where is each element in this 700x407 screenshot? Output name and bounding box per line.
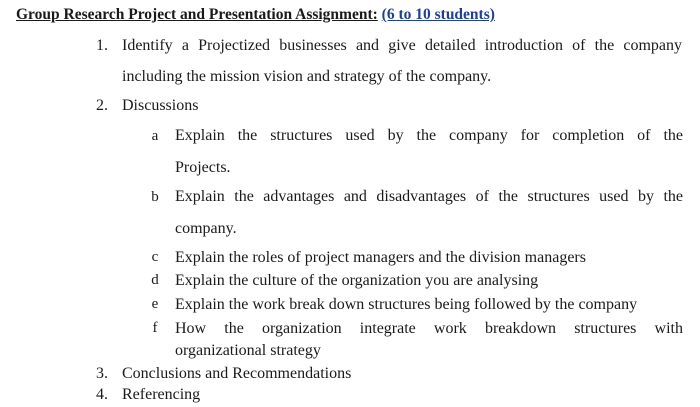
subitem-a [175,120,683,184]
item-1-line-1: Identify a Projectized businesses and give detailed introduction of the company [122,37,682,54]
subitem-letter-f: f [152,320,158,336]
subitem-f-line-1: How the organization integrate work breakdown structures with [175,320,683,337]
subitem-a-line-2: Projects. [175,159,231,176]
assignment-heading [16,6,495,24]
item-4-text: Referencing [122,386,201,403]
subitem-letter-a: a [151,128,159,144]
item-number-4: 4. [96,386,108,403]
assignment-title: Group Research Project and Presentation Assignment: [16,6,378,23]
item-1-line-2: including the mission vision and strategy of the company. [122,68,492,85]
item-number-3: 3. [96,365,108,382]
subitem-letter-d: d [151,272,159,288]
subitem-c: Explain the roles of project managers and the division managers [175,249,586,266]
subitem-letter-c: c [151,249,159,265]
subitem-b-line-1: Explain the advantages and disadvantages of the structures used by the [175,188,683,205]
item-number-1: 1. [96,37,108,54]
subitem-b [175,181,683,245]
item-2-text: Discussions [122,97,199,114]
item-number-2: 2. [96,97,108,114]
subitem-f-line-2: organizational strategy [175,342,321,359]
subitem-letter-b: b [151,189,159,205]
item-3-text: Conclusions and Recommendations [122,365,352,382]
subitem-letter-e: e [151,296,159,312]
group-size-note: (6 to 10 students) [381,6,495,23]
subitem-f [175,319,683,361]
subitem-d: Explain the culture of the organization you are analysing [175,272,539,289]
subitem-e: Explain the work break down structures being followed by the company [175,296,638,313]
subitem-b-line-2: company. [175,220,237,237]
subitem-a-line-1: Explain the structures used by the company for completion of the [175,127,683,144]
